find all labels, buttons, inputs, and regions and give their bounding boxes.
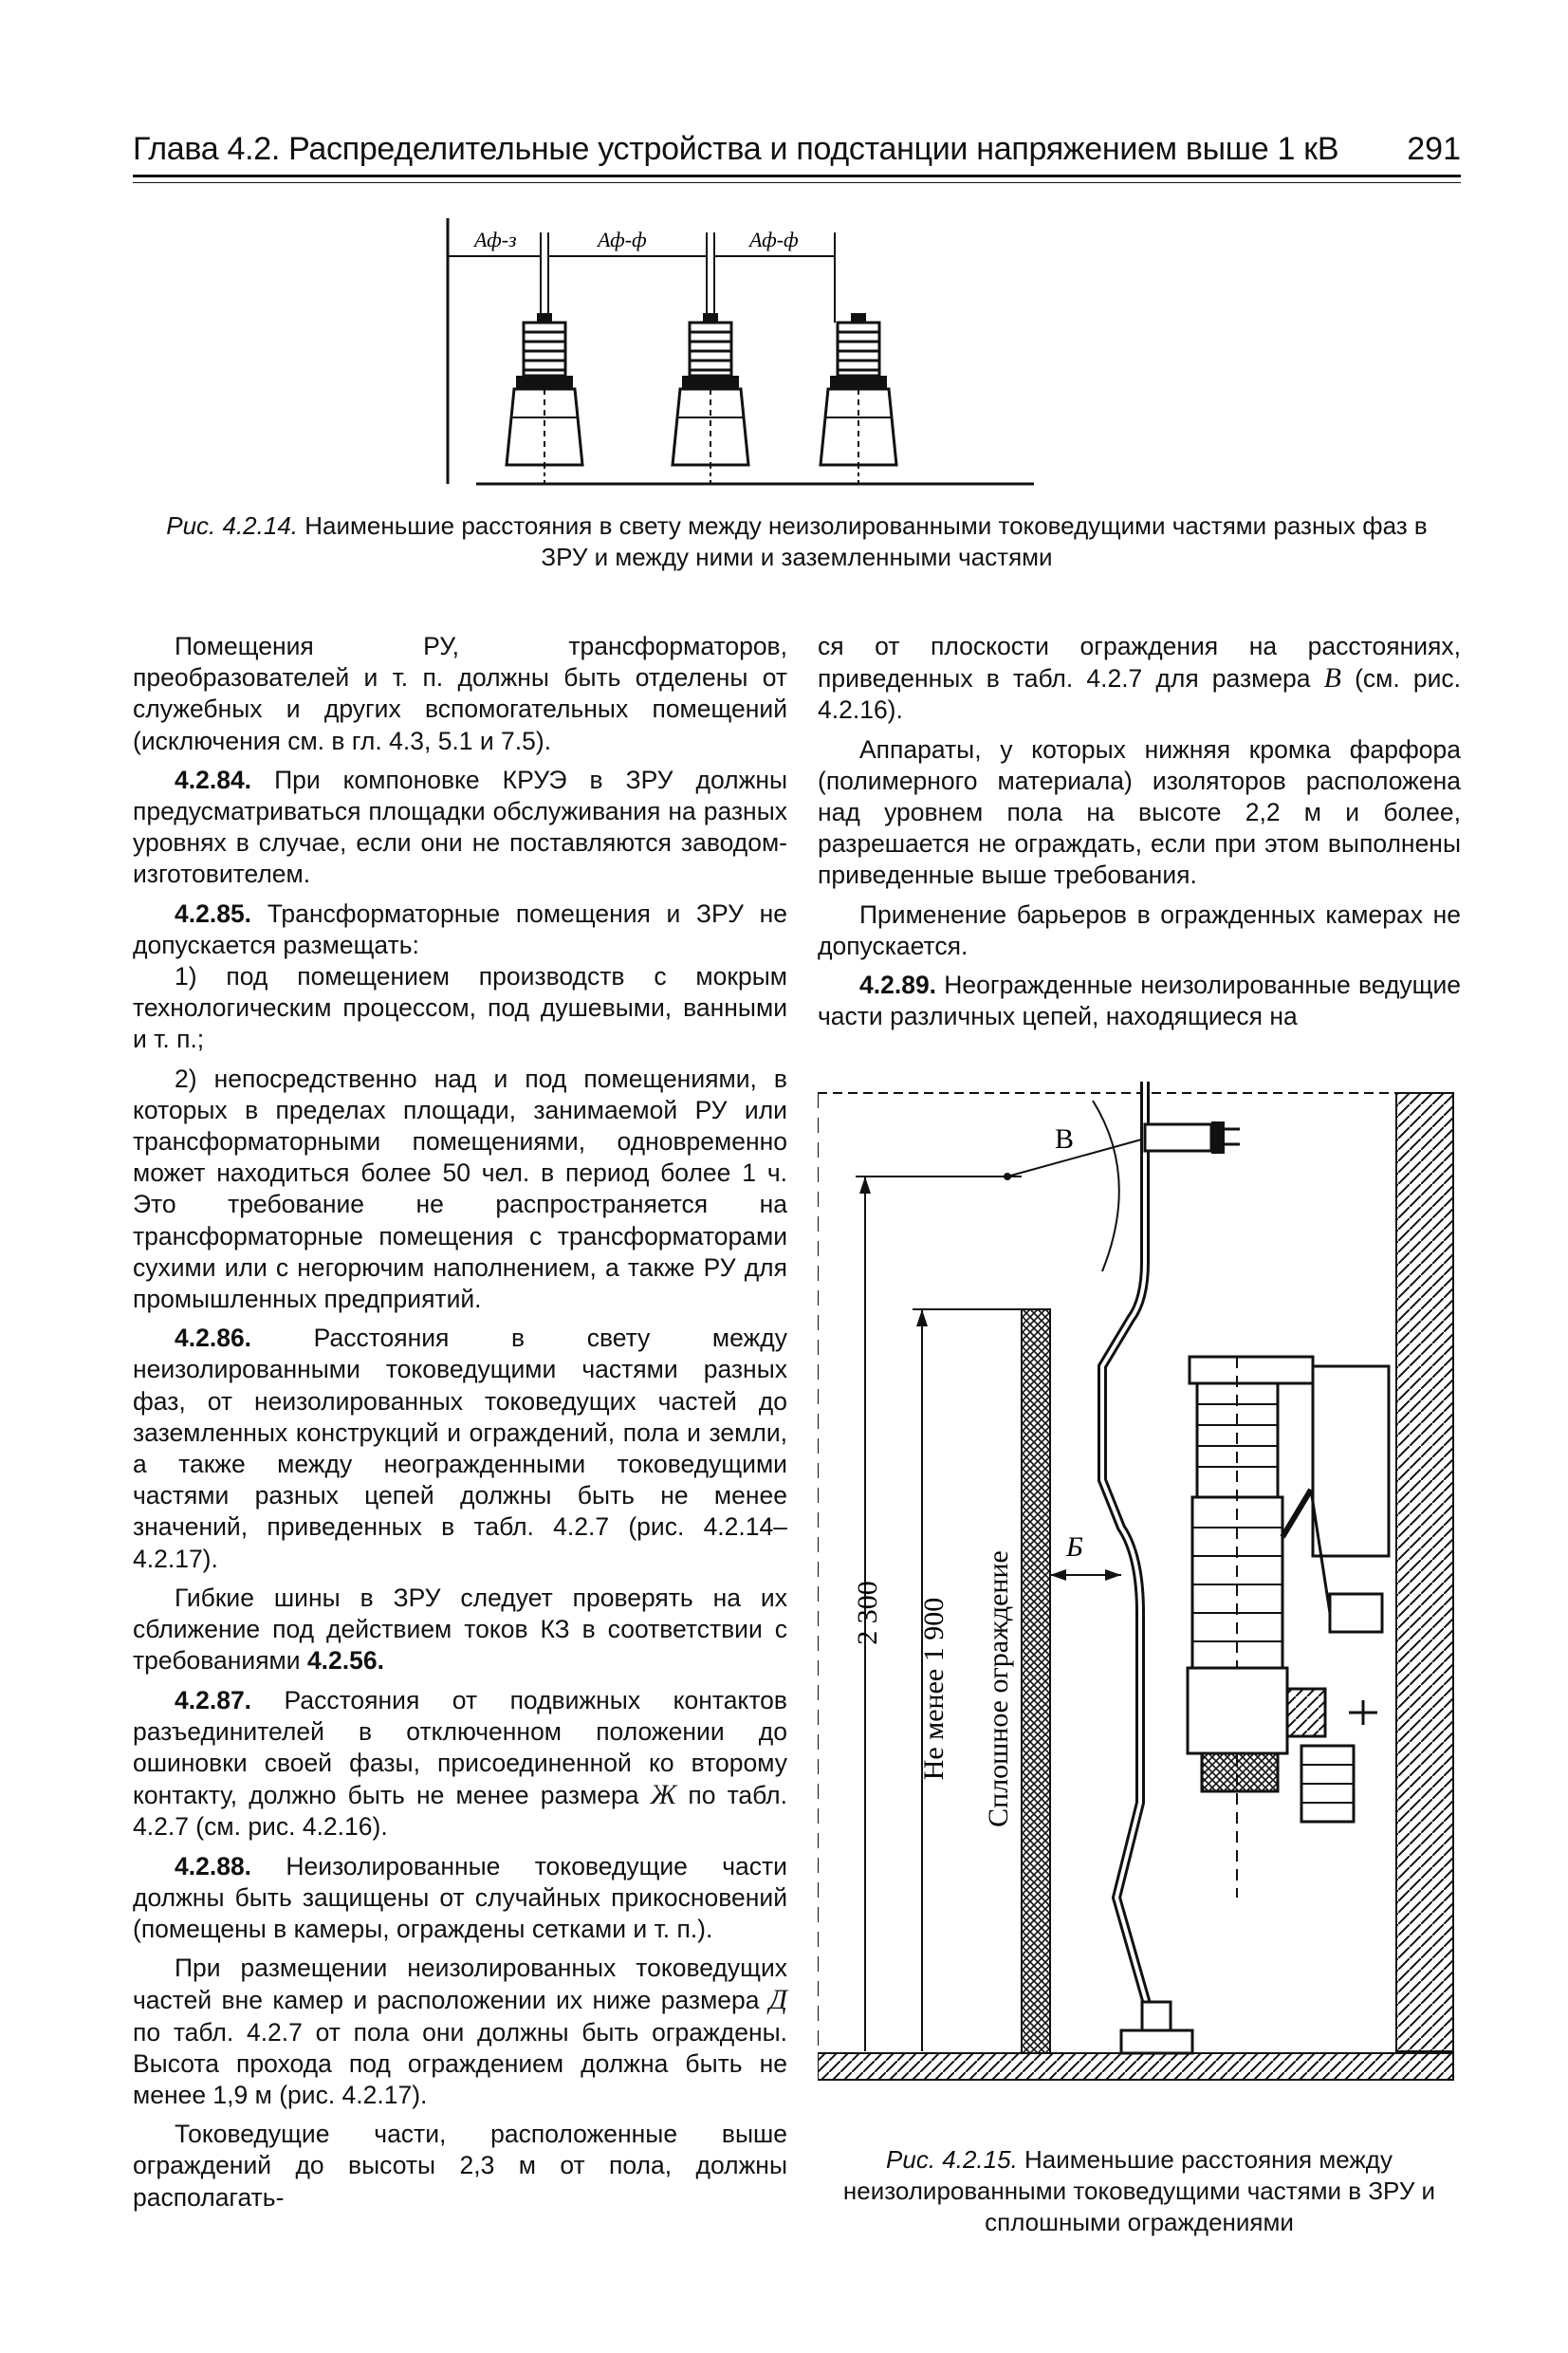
clause-number: 4.2.89. bbox=[859, 971, 937, 1000]
insulator-1 bbox=[507, 313, 582, 484]
paragraph: Помещения РУ, трансформаторов, преобразователей и т. п. должны быть отделены от служебных и других вспомогательных помещений (исключения см. в гл. 4.3, 5.1 и 7.5). bbox=[133, 632, 787, 755]
running-header bbox=[133, 131, 1461, 173]
header-rule-thin bbox=[133, 182, 1461, 183]
clause-text: по табл. 4.2.7 (см. рис. 4.2.16). bbox=[133, 1781, 787, 1842]
dimension-2300: 2 300 bbox=[852, 1581, 883, 1645]
clause-number: 4.2.88. bbox=[175, 1851, 252, 1881]
label-a-phase-phase-1: Аф-ф bbox=[598, 228, 647, 251]
caption-text: Наименьшие расстояния между неизолированными токоведущими частями в ЗРУ и сплошными ограждениями bbox=[842, 2145, 1436, 2236]
clause-number: 4.2.85. bbox=[175, 899, 252, 928]
clause-text: Неогражденные неизолированные ведущие части различных цепей, находящиеся на bbox=[818, 971, 1461, 1031]
figure-4-2-14-caption bbox=[142, 510, 1451, 573]
size-letter: В bbox=[1323, 662, 1341, 695]
insulator-2 bbox=[673, 313, 748, 484]
right-column bbox=[818, 631, 1461, 1032]
paragraph-text: по табл. 4.2.7 от пола они должны быть ограждены. Высота прохода под ограждением должна быть не менее 1,9 м (рис. 4.2.17). bbox=[133, 2017, 787, 2109]
figure-4-2-14 bbox=[436, 213, 1053, 498]
clause-4-2-86 bbox=[133, 1323, 787, 1575]
label-v: В bbox=[1055, 1123, 1075, 1155]
left-column bbox=[133, 631, 787, 2214]
clause-4-2-84 bbox=[133, 765, 787, 891]
paragraph bbox=[133, 1583, 787, 1677]
label-a-phase-earth: Аф-з bbox=[474, 228, 517, 251]
paragraph: Аппараты, у которых нижняя кромка фарфора (полимерного материала) изоляторов расположена над уровнем пола на высоте 2,2 м и более, разрешается не ограждать, если при этом выполнены приведенные выше требования. bbox=[818, 734, 1461, 890]
clause-text: Расстояния в свету между неизолированными токоведущими частями разных фаз, от неизолированных токоведущих частей до заземленных конструкций и ограждений, пола и земли, а также между неогражденными токоведущими частями разных цепей должны быть не менее значений, приведенных в табл. 4.2.7 (рис. 4.2.14–4.2.17). bbox=[133, 1324, 787, 1573]
hatched-floor bbox=[818, 2053, 1453, 2080]
caption-text: Наименьшие расстояния в свету между неизолированными токоведущими частями разных фаз в ЗРУ и между ними и заземленными частями bbox=[304, 511, 1428, 571]
header-rule bbox=[133, 175, 1461, 177]
label-b: Б bbox=[1066, 1531, 1083, 1563]
clause-4-2-88 bbox=[133, 1851, 787, 1946]
hatched-wall bbox=[1396, 1093, 1453, 2051]
insulator-3 bbox=[821, 313, 896, 484]
clause-number: 4.2.84. bbox=[175, 765, 252, 794]
clause-4-2-89 bbox=[818, 970, 1461, 1032]
solid-fence bbox=[1022, 1309, 1050, 2053]
caption-label: Рис. 4.2.14. bbox=[166, 511, 299, 540]
figure-4-2-15-caption bbox=[818, 2144, 1461, 2238]
figure-4-2-15 bbox=[818, 1082, 1461, 2106]
clause-number: 4.2.86. bbox=[175, 1324, 252, 1353]
caption-label: Рис. 4.2.15. bbox=[886, 2145, 1018, 2174]
fence-label: Сплошное ограждение bbox=[983, 1550, 1014, 1827]
page-number: 291 bbox=[1407, 131, 1461, 167]
clause-text: Расстояния от подвижных контактов разъединителей в отключенном положении до ошиновки своей фазы, присоединенной ко второму контакту, должно быть не менее размера bbox=[133, 1685, 787, 1810]
clause-text: Неизолированные токоведущие части должны быть защищены от случайных прикосновений (помещены в камеры, ограждены сетками и т. п.). bbox=[133, 1851, 787, 1943]
paragraph-text: (см. рис. 4.2.16). bbox=[818, 664, 1462, 725]
paragraph bbox=[133, 1953, 787, 2111]
paragraph: Токоведущие части, расположенные выше ограждений до высоты 2,3 м от пола, должны располагать- bbox=[133, 2120, 787, 2212]
clause-reference: 4.2.56. bbox=[306, 1646, 384, 1676]
paragraph-text: Гибкие шины в ЗРУ следует проверять на их сближение под действием токов КЗ в соответствии с требованиями bbox=[133, 1583, 787, 1676]
clause-text: При компоновке КРУЭ в ЗРУ должны предусматриваться площадки обслуживания на разных уровнях в случае, если они не поставляются заводом-изготовителем. bbox=[133, 765, 787, 889]
size-letter: Д bbox=[768, 1984, 787, 2016]
dimension-1900: Не менее 1 900 bbox=[918, 1597, 950, 1781]
clause-text: Трансформаторные помещения и ЗРУ не допускается размещать: bbox=[133, 899, 787, 959]
list-item: 2) непосредственно над и под помещениями, в которых в пределах площади, занимаемой РУ или трансформаторными помещениями, одновременно может находиться более 50 чел. в период более 1 ч. Это требование не распространяется на трансформаторные помещения с трансформаторами сухими или с негорючим наполнением, а также РУ для промышленных предприятий. bbox=[133, 1064, 787, 1314]
list-item: 1) под помещением производств с мокрым технологическим процессом, под душевыми, ванными и т. п.; bbox=[133, 962, 787, 1054]
paragraph-text: При размещении неизолированных токоведущих частей вне камер и расположении их ниже размера bbox=[133, 1954, 787, 2015]
paragraph-text: ся от плоскости ограждения на расстояниях, приведенных в табл. 4.2.7 для размера bbox=[818, 632, 1461, 694]
label-a-phase-phase-2: Аф-ф bbox=[749, 228, 799, 251]
clause-4-2-87 bbox=[133, 1685, 787, 1843]
clause-4-2-85 bbox=[133, 899, 787, 961]
clause-number: 4.2.87. bbox=[175, 1685, 252, 1714]
size-letter: Ж bbox=[650, 1779, 677, 1811]
chapter-title: Глава 4.2. Распределительные устройства и подстанции напряжением выше 1 кВ bbox=[133, 131, 1339, 167]
paragraph bbox=[818, 631, 1461, 727]
paragraph: Применение барьеров в огражденных камерах не допускается. bbox=[818, 899, 1461, 960]
